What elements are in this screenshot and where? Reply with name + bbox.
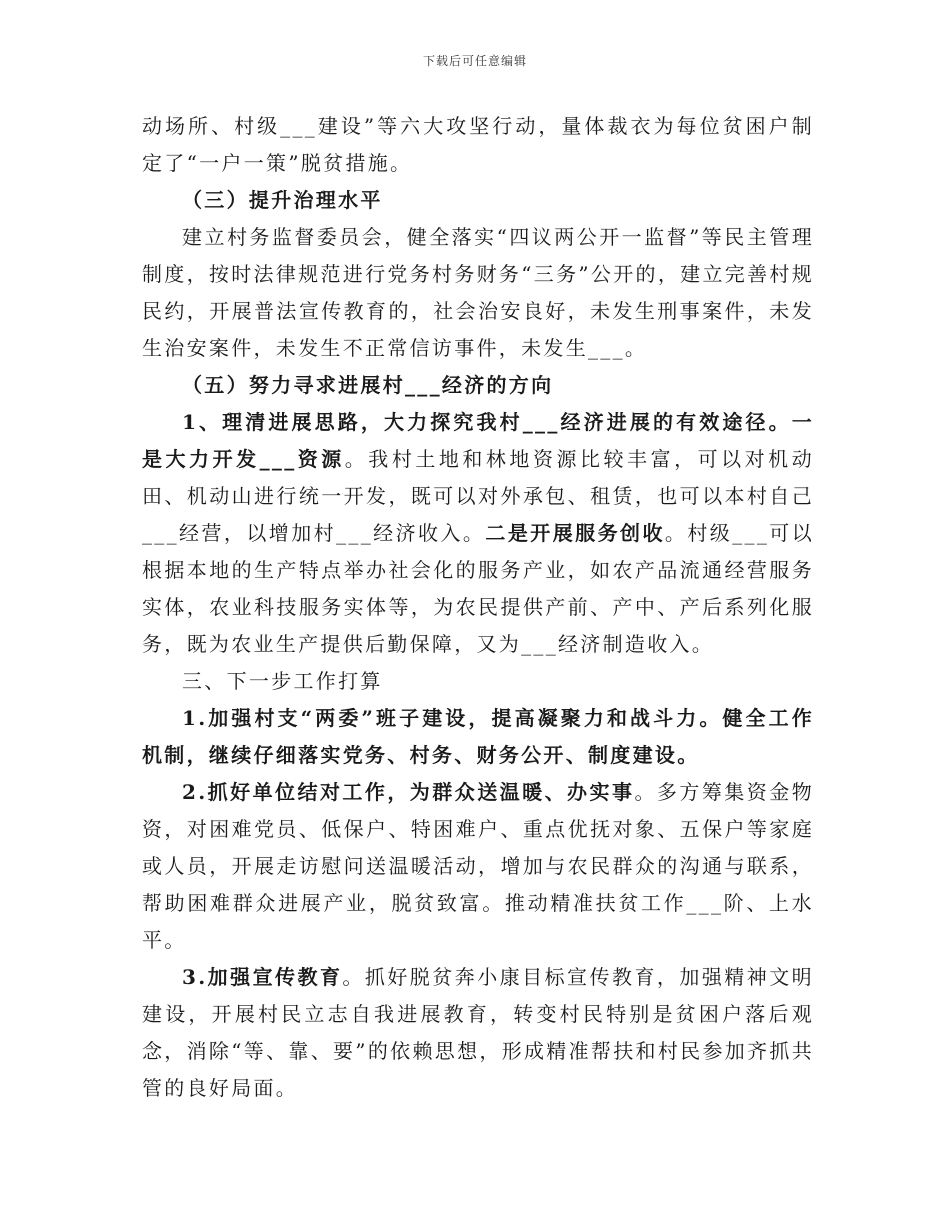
- paragraph-next-1: 1.加强村支“两委”班子建设，提高凝聚力和战斗力。健全工作机制，继续仔细落实党务、村务、财务公开、制度建设。: [142, 706, 814, 767]
- economy-bold-lead: 1、理清进展思路，大力探究我村___经济进展的有效途径。一是大力开发___资源: [142, 410, 814, 471]
- economy-bold-second: 二是开展服务创收: [485, 521, 665, 545]
- next-3-text: 。抓好脱贫奔小康目标宣传教育，加强精神文明建设，开展村民立志自我进展教育，转变村民特别是贫困户落后观念，消除“等、靠、要”的依赖思想，形成精准帮扶和村民参加齐抓共管的良好局面。: [142, 965, 814, 1100]
- paragraph-continuation: 动场所、村级___建设”等六大攻坚行动，量体裁衣为每位贫困户制定了“一户一策”脱贫措施。: [142, 114, 814, 175]
- next-2-bold-lead: 2.抓好单位结对工作，为群众送温暖、办实事: [182, 780, 635, 804]
- economy-text-a: 。我村土地和林地资源比较丰富，可以对机动田、机动山进行统一开发，既可以对外承包、租赁，也可以本村自己___经营，以增加村___经济收入。: [142, 447, 815, 545]
- next-3-bold-lead: 3.加强宣传教育: [182, 965, 343, 989]
- section-heading-next-steps: 三、下一步工作打算: [182, 669, 383, 693]
- paragraph-economy: [142, 404, 814, 663]
- document-body: [142, 108, 814, 1107]
- next-2-text: 。多方筹集资金物资，对困难党员、低保户、特困难户、重点优抚对象、五保户等家庭或人员，开展走访慰问送温暖活动，增加与农民群众的沟通与联系，帮助困难群众进展产业，脱贫致富。推动精准扶贫工作___阶、上水平。: [142, 780, 814, 952]
- page-header: 下载后可任意编辑: [422, 54, 527, 68]
- paragraph-next-3: [142, 959, 814, 1107]
- section-heading-governance: （三）提升治理水平: [182, 188, 383, 212]
- economy-text-b: 。村级___可以根据本地的生产特点举办社会化的服务产业，如农产品流通经营服务实体，农业科技服务实体等，为农民提供产前、产中、产后系列化服务，既为农业生产提供后勤保障，又为___经济制造收入。: [142, 521, 815, 656]
- paragraph-governance: 建立村务监督委员会，健全落实“四议两公开一监督”等民主管理制度，按时法律规范进行党务村务财务“三务”公开的，建立完善村规民约，开展普法宣传教育的，社会治安良好，未发生刑事案件，未发生治安案件，未发生不正常信访事件，未发生___。: [142, 225, 814, 360]
- section-heading-economy: （五）努力寻求进展村___经济的方向: [182, 373, 554, 397]
- paragraph-next-2: [142, 774, 814, 959]
